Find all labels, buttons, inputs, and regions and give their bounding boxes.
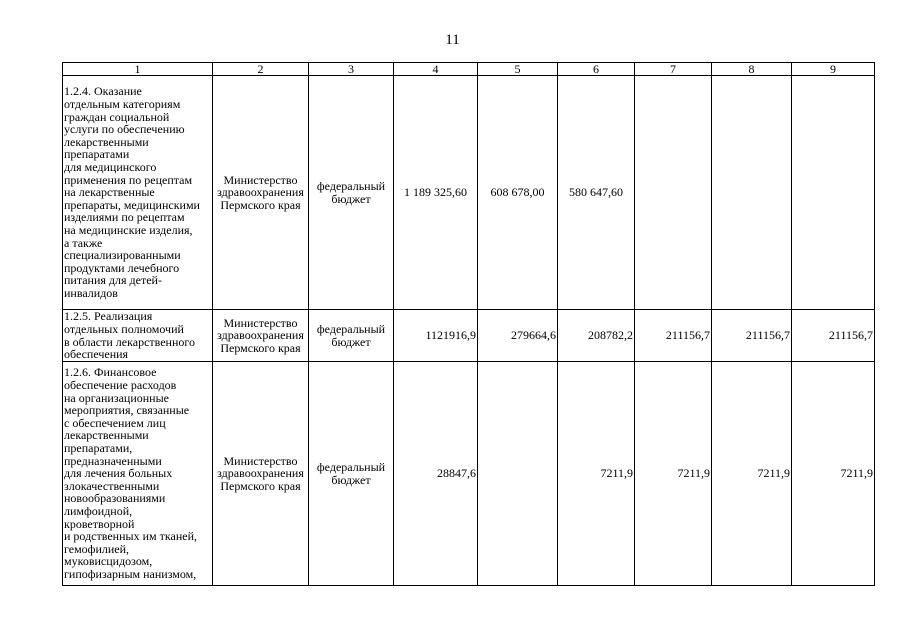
amount-cell: 7211,9 [712, 362, 792, 586]
executor-cell: Министерство здравоохранения Пермского края [213, 76, 309, 310]
measure-name: 1.2.4. Оказание отдельным категориям граждан социальной услуги по обеспечению лекарственными препаратами для медицинского применения по рецептам на лекарственные препараты, медицинскими изделиями по рецептам на медицинские изделия, а также специализированными продуктами лечебного питания для детей- инвалидов [63, 76, 213, 310]
amount-cell: 7211,9 [635, 362, 712, 586]
column-header: 3 [309, 63, 394, 76]
column-header: 8 [712, 63, 792, 76]
funding-source-cell: федеральный бюджет [309, 362, 394, 586]
column-header: 1 [63, 63, 213, 76]
table-row [63, 310, 875, 362]
amount-cell: 208782,2 [558, 310, 635, 362]
column-header: 7 [635, 63, 712, 76]
total-cell: 1121916,9 [394, 310, 478, 362]
executor-cell: Министерство здравоохранения Пермского края [213, 362, 309, 586]
table-row [63, 76, 875, 310]
column-header: 5 [478, 63, 558, 76]
amount-cell [712, 76, 792, 310]
measure-name: 1.2.6. Финансовое обеспечение расходов на организационные мероприятия, связанные с обеспечением лиц лекарственными препаратами, предназначенными для лечения больных злокачественными новообразованиями лимфоидной, кроветворной и родственных им тканей, гемофилией, муковисцидозом, гипофизарным нанизмом, [63, 362, 213, 586]
total-cell: 28847,6 [394, 362, 478, 586]
page-number: 11 [445, 32, 460, 48]
amount-cell: 211156,7 [635, 310, 712, 362]
amount-cell [635, 76, 712, 310]
measure-name: 1.2.5. Реализация отдельных полномочий в области лекарственного обеспечения [63, 310, 213, 362]
amount-cell: 580 647,60 [558, 76, 635, 310]
amount-cell [792, 76, 875, 310]
funding-source-cell: федеральный бюджет [309, 310, 394, 362]
amount-cell: 7211,9 [792, 362, 875, 586]
column-header: 9 [792, 63, 875, 76]
amount-cell: 608 678,00 [478, 76, 558, 310]
amount-cell: 211156,7 [792, 310, 875, 362]
total-cell: 1 189 325,60 [394, 76, 478, 310]
header-row [63, 63, 875, 76]
amount-cell: 211156,7 [712, 310, 792, 362]
executor-cell: Министерство здравоохранения Пермского края [213, 310, 309, 362]
column-header: 2 [213, 63, 309, 76]
column-header: 6 [558, 63, 635, 76]
budget-table [62, 62, 875, 586]
funding-source-cell: федеральный бюджет [309, 76, 394, 310]
amount-cell [478, 362, 558, 586]
column-header: 4 [394, 63, 478, 76]
table-row [63, 362, 875, 586]
amount-cell: 7211,9 [558, 362, 635, 586]
amount-cell: 279664,6 [478, 310, 558, 362]
